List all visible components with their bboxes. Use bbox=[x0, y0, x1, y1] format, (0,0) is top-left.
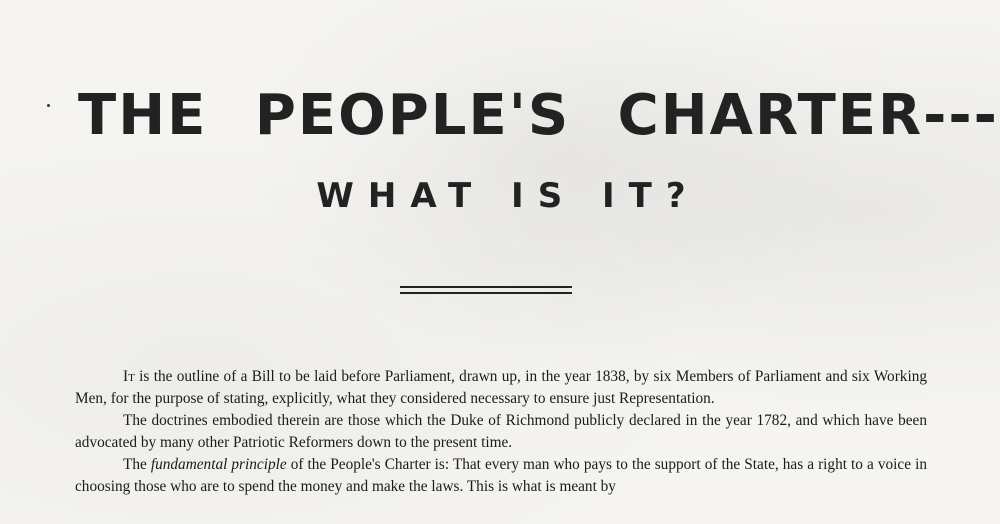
body-text bbox=[75, 366, 927, 498]
paragraph-principle-rest: of the People's Charter is: That every man who pays to the support of the State, has a right to a voice in choosing those who are to spend the money and make the laws. This is what is meant by bbox=[75, 456, 927, 495]
paragraph-principle-start: The bbox=[123, 456, 151, 473]
page-title: THE PEOPLE'S CHARTER--- bbox=[78, 83, 999, 148]
paragraph-definition-text: is the outline of a Bill to be laid before Parliament, drawn up, in the year 1838, by six Members of Parliament and six Working Men, for the purpose of stating, explicitly, what they considered necessary to ensure just Representation. bbox=[75, 368, 927, 407]
paragraph-principle bbox=[75, 454, 927, 498]
page-subtitle: WHAT IS IT? bbox=[316, 176, 700, 216]
decorative-rule-bottom bbox=[400, 292, 572, 294]
paragraph-lead-word: It bbox=[123, 368, 135, 385]
paragraph-definition bbox=[75, 366, 927, 410]
emphasis-fundamental-principle: fundamental principle bbox=[150, 456, 287, 473]
decorative-rule-top bbox=[400, 286, 572, 288]
ink-speck bbox=[47, 104, 50, 107]
paragraph-doctrines: The doctrines embodied therein are those which the Duke of Richmond publicly declared in the year 1782, and which have been advocated by many other Patriotic Reformers down to the present time. bbox=[75, 412, 927, 451]
